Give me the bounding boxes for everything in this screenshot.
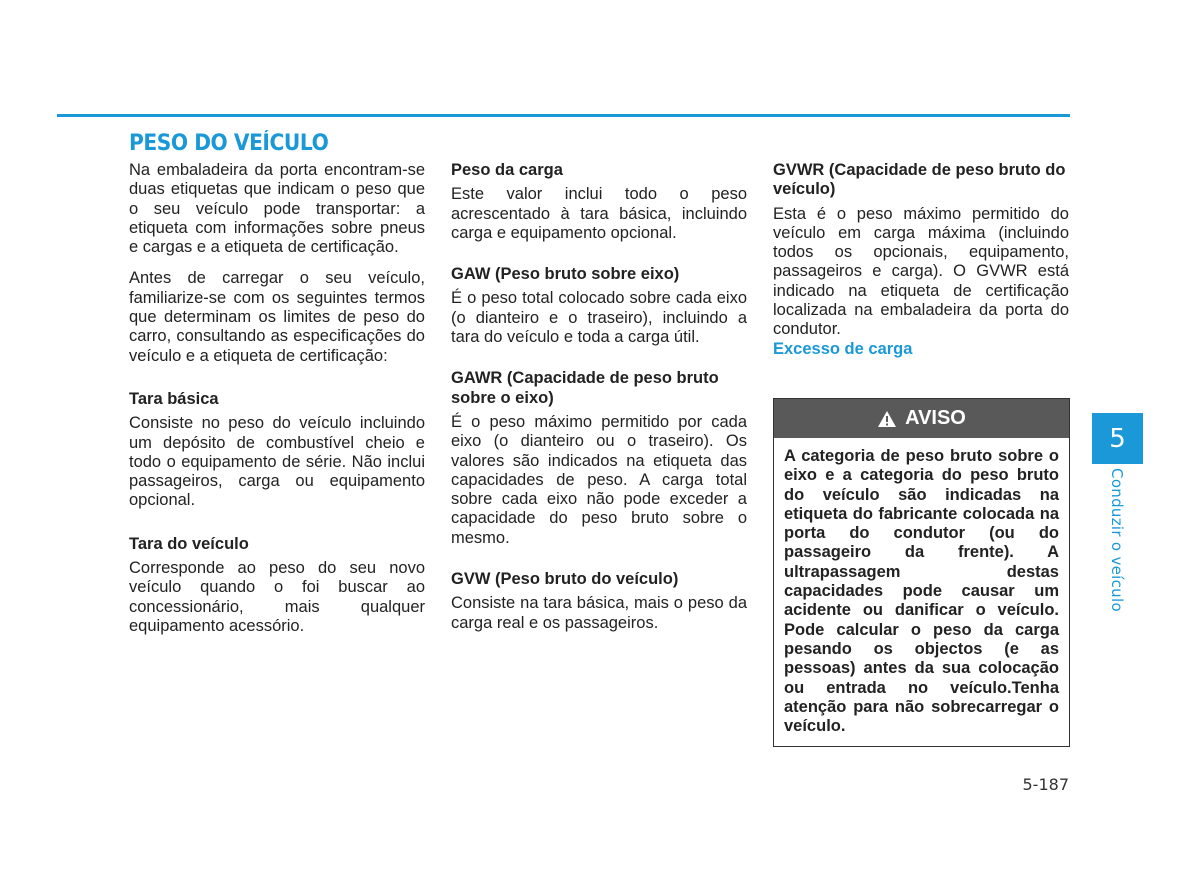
- warning-box: [773, 398, 1070, 747]
- peso-carga-text: Este valor inclui todo o peso acrescentado à tara básica, incluindo carga e equipamento opcional.: [451, 185, 747, 242]
- gaw-heading: GAW (Peso bruto sobre eixo): [451, 265, 680, 284]
- gawr-text: É o peso máximo permitido por cada eixo (o dianteiro ou o traseiro). Os valores são indicados na etiqueta das capacidades de peso. A carga total sobre cada eixo não pode exceder a capacidade do peso bruto sobre o mesmo.: [451, 412, 747, 547]
- gvw-heading: GVW (Peso bruto do veículo): [451, 570, 679, 589]
- warning-title: AVISO: [905, 407, 966, 429]
- excesso-de-carga-heading: Excesso de carga: [773, 339, 913, 358]
- warning-triangle-icon: [877, 410, 897, 428]
- warning-header: [774, 399, 1069, 438]
- chapter-number-tab: 5: [1092, 413, 1143, 464]
- column-3: [773, 161, 1069, 359]
- tara-basica-text: Consiste no peso do veículo incluindo um depósito de combustível cheio e todo o equipamento de série. Não inclui passageiros, carga ou equipamento opcional.: [129, 414, 425, 510]
- tara-basica-heading: Tara básica: [129, 389, 219, 408]
- gvwr-heading: GVWR (Capacidade de peso bruto do veículo): [773, 161, 1066, 199]
- chapter-label: Conduzir o veículo: [1108, 468, 1126, 612]
- page-number: 5-187: [1022, 775, 1069, 794]
- gaw-text: É o peso total colocado sobre cada eixo (o dianteiro e o traseiro), incluindo a tara do veículo e toda a carga útil.: [451, 289, 747, 347]
- section-title: PESO DO VEÍCULO: [129, 131, 329, 156]
- tara-veiculo-text: Corresponde ao peso do seu novo veículo quando o foi buscar ao concessionário, mais qualquer equipamento acessório.: [129, 559, 425, 635]
- gvw-text: Consiste na tara básica, mais o peso da carga real e os passageiros.: [451, 594, 747, 632]
- column-2: [451, 161, 747, 633]
- tara-veiculo-heading: Tara do veículo: [129, 534, 249, 553]
- column-1: [129, 161, 425, 636]
- intro-paragraph: Na embaladeira da porta encontram-se duas etiquetas que indicam o peso que o seu veículo pode transportar: a etiqueta com informações sobre pneus e cargas e a etiqueta de certificação.: [129, 161, 425, 257]
- gvwr-text: Esta é o peso máximo permitido do veículo em carga máxima (incluindo todos os opcionais, equipamento, passageiros e carga). O GVWR está indicado na etiqueta de certificação localizada na embaladeira da porta do condutor.: [773, 204, 1069, 339]
- peso-carga-heading: Peso da carga: [451, 161, 563, 179]
- gawr-heading: GAWR (Capacidade de peso bruto sobre o eixo): [451, 369, 719, 407]
- intro-paragraph-2: Antes de carregar o seu veículo, familiarize-se com os seguintes termos que determinam os limites de peso do carro, consultando as especificações do veículo e a etiqueta de certificação:: [129, 269, 425, 365]
- header-rule: [57, 114, 1070, 117]
- warning-body: A categoria de peso bruto sobre o eixo e a categoria do peso bruto do veículo são indicadas na etiqueta do fabricante colocada na porta do condutor (ou do passageiro da frente). A ultrapassagem destas capacidades pode causar um acidente ou danificar o veículo. Pode calcular o peso da carga pesando os objectos (e as pessoas) antes da sua colocação ou entrada no veículo.Tenha atenção para não sobrecarregar o veículo.: [784, 447, 1059, 736]
